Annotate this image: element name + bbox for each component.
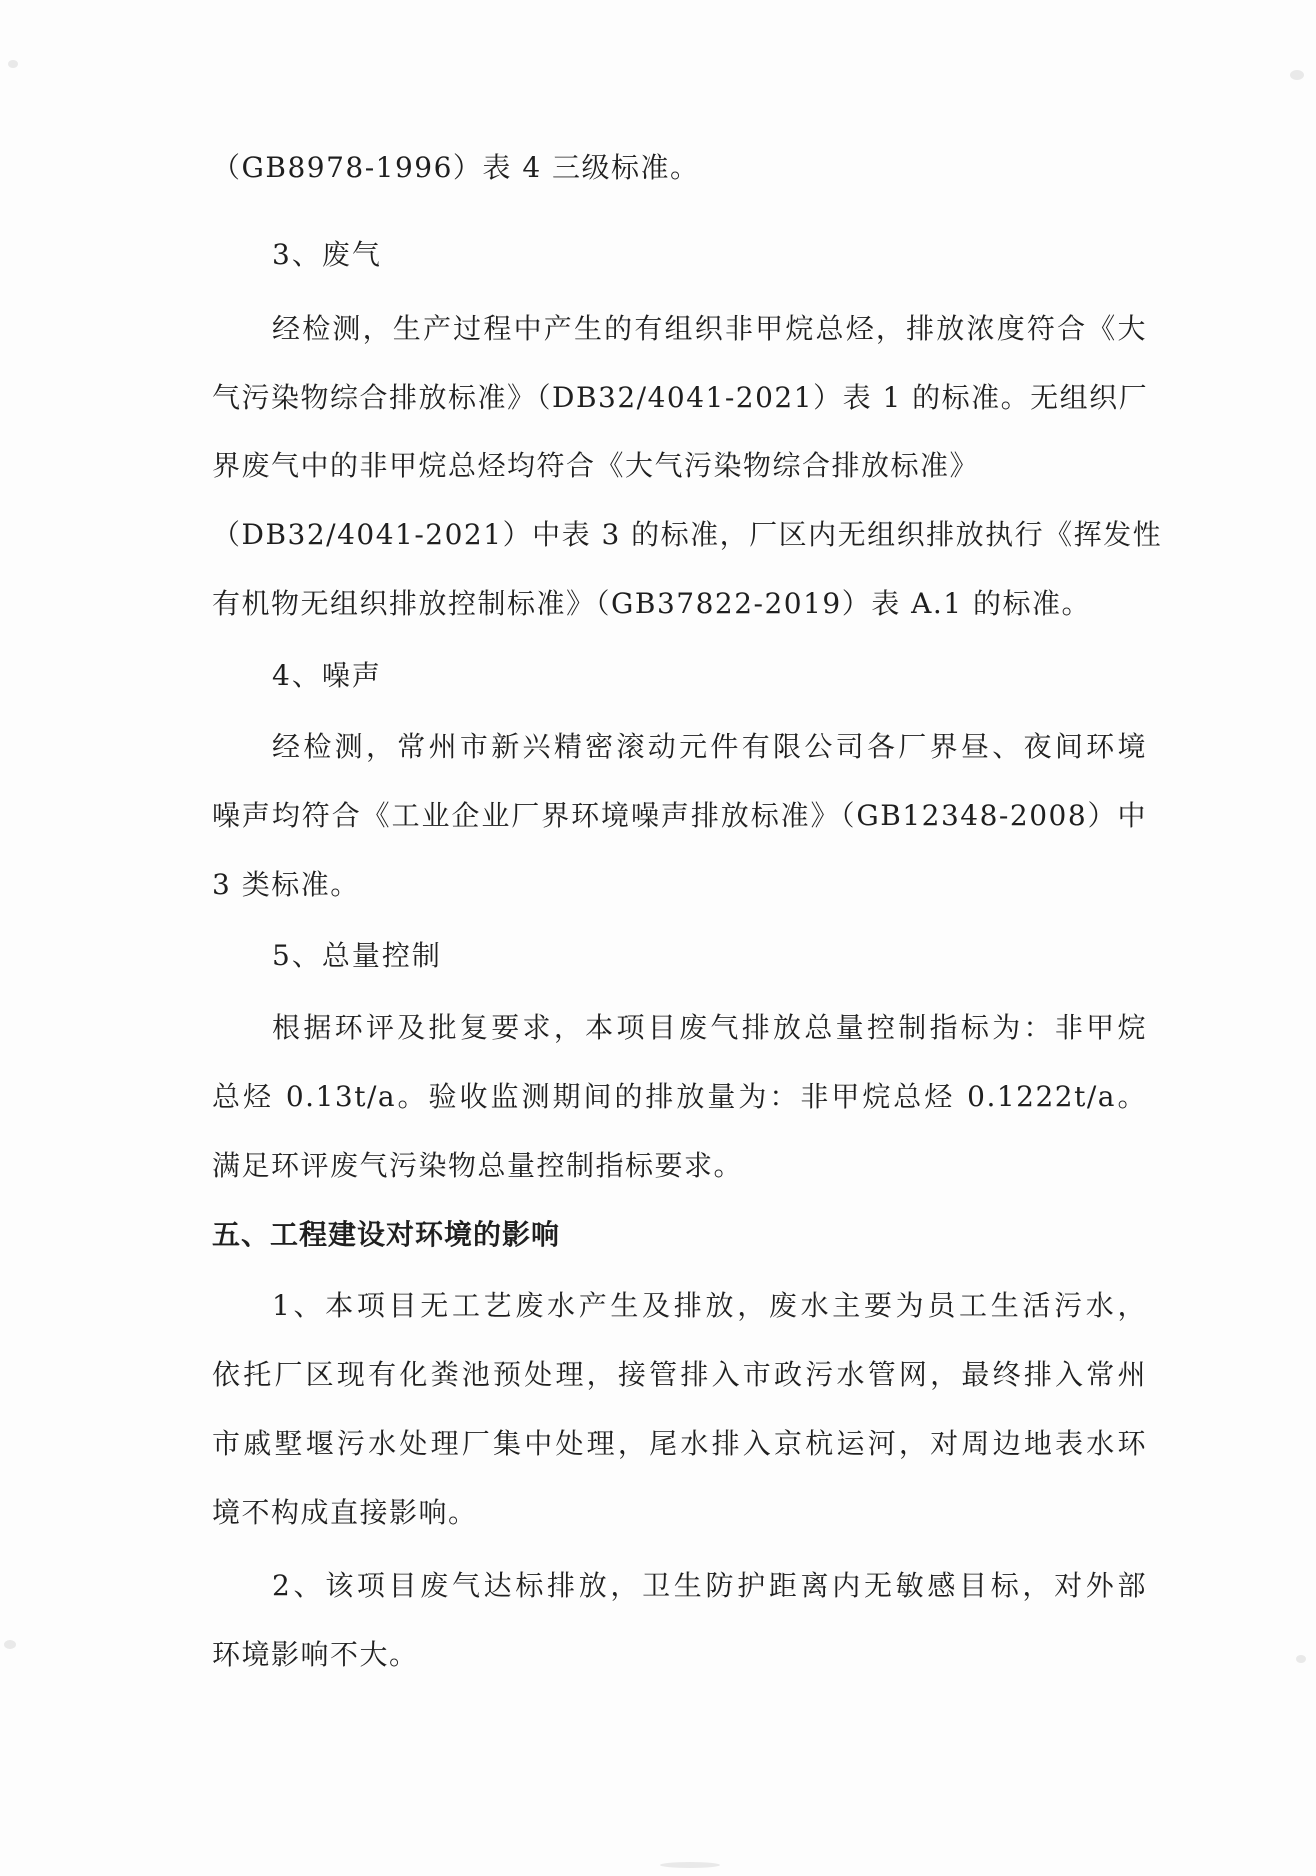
text-line: 满足环评废气污染物总量控制指标要求。 bbox=[212, 1149, 744, 1182]
text-line: 环境影响不大。 bbox=[212, 1638, 419, 1671]
scan-speck bbox=[660, 1862, 720, 1868]
section-heading-total-control: 5、总量控制 bbox=[272, 939, 442, 972]
text-line: 总烃 0.13t/a。验收监测期间的排放量为：非甲烷总烃 0.1222t/a。 bbox=[212, 1080, 1147, 1113]
text-line: 经检测，常州市新兴精密滚动元件有限公司各厂界昼、夜间环境 bbox=[272, 730, 1147, 763]
section-heading-noise: 4、噪声 bbox=[272, 659, 382, 692]
text-line: 依托厂区现有化粪池预处理，接管排入市政污水管网，最终排入常州 bbox=[212, 1358, 1147, 1391]
text-line: （GB8978-1996）表 4 三级标准。 bbox=[212, 151, 700, 184]
section-heading-waste-gas: 3、废气 bbox=[272, 238, 382, 271]
text-line: （DB32/4041-2021）中表 3 的标准，厂区内无组织排放执行《挥发性 bbox=[212, 518, 1163, 551]
text-line: 经检测，生产过程中产生的有组织非甲烷总烃，排放浓度符合《大 bbox=[272, 312, 1147, 345]
text-line: 根据环评及批复要求，本项目废气排放总量控制指标为：非甲烷 bbox=[272, 1011, 1147, 1044]
text-line: 境不构成直接影响。 bbox=[212, 1496, 478, 1529]
scan-speck bbox=[1296, 1655, 1306, 1663]
text-line: 市戚墅堰污水处理厂集中处理，尾水排入京杭运河，对周边地表水环 bbox=[212, 1427, 1147, 1460]
text-line: 1、本项目无工艺废水产生及排放，废水主要为员工生活污水， bbox=[272, 1289, 1147, 1322]
text-line: 界废气中的非甲烷总烃均符合《大气污染物综合排放标准》 bbox=[212, 449, 980, 482]
text-line: 2、该项目废气达标排放，卫生防护距离内无敏感目标，对外部 bbox=[272, 1569, 1147, 1602]
scan-speck bbox=[8, 60, 18, 68]
scan-speck bbox=[1290, 70, 1304, 80]
text-line: 3 类标准。 bbox=[212, 868, 360, 901]
text-line: 有机物无组织排放控制标准》（GB37822-2019）表 A.1 的标准。 bbox=[212, 587, 1091, 620]
scan-speck bbox=[4, 1640, 16, 1649]
text-line: 噪声均符合《工业企业厂界环境噪声排放标准》（GB12348-2008）中 bbox=[212, 799, 1147, 832]
text-line: 气污染物综合排放标准》（DB32/4041-2021）表 1 的标准。无组织厂 bbox=[212, 381, 1149, 414]
section-heading-environmental-impact: 五、工程建设对环境的影响 bbox=[212, 1218, 561, 1251]
